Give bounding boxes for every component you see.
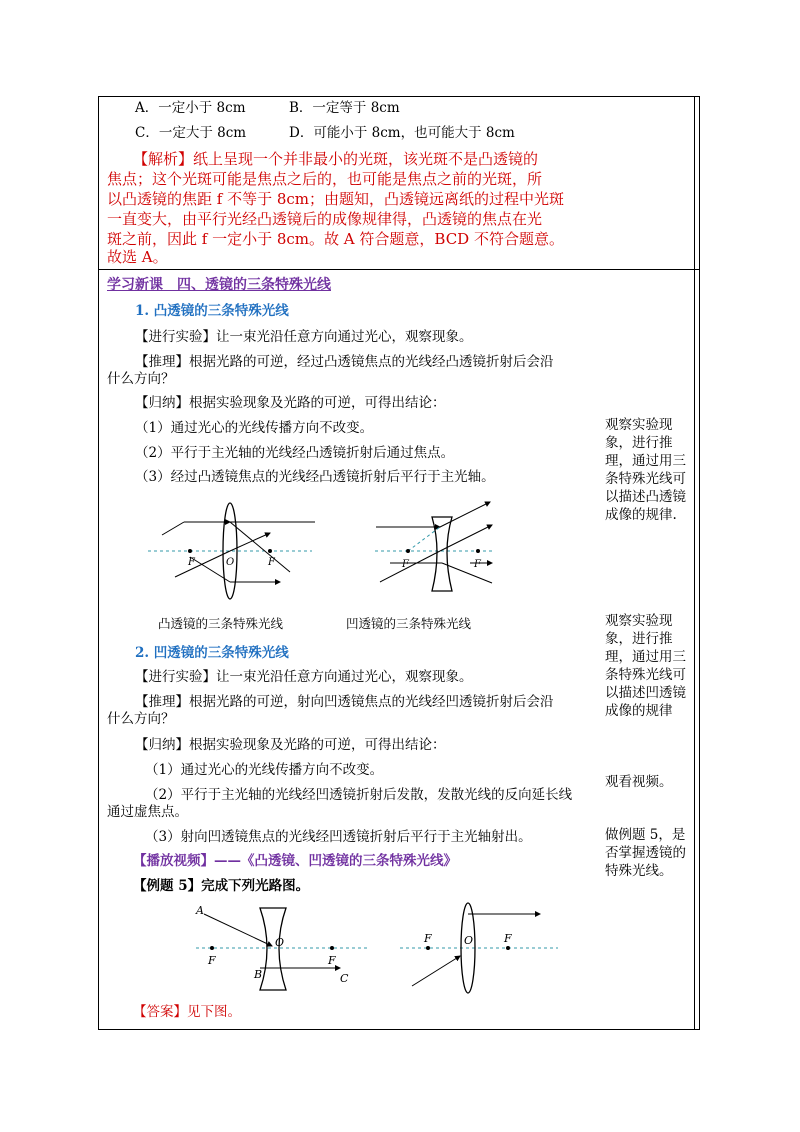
center-label: O <box>226 557 235 568</box>
example-concave-diagram <box>195 904 370 990</box>
convex-summary: 【归纳】根据实验现象及光路的可逆，可得出结论： <box>135 395 446 411</box>
column-divider <box>694 97 695 1029</box>
right-note-3: 观看视频。 <box>605 774 673 790</box>
analysis-line: 焦点；这个光斑可能是焦点之后的，也可能是焦点之前的光斑，所 <box>107 170 543 188</box>
example-convex-diagram <box>400 903 558 993</box>
concave-conclusion-2: （2）平行于主光轴的光线经凹透镜折射后发散，发散光线的反向延长线 <box>145 787 573 803</box>
convex-conclusion-1: （1）通过光心的光线传播方向不改变。 <box>135 420 374 436</box>
focus-label: F <box>268 557 275 568</box>
concave-heading: 2. 凹透镜的三条特殊光线 <box>135 645 289 661</box>
right-note-2: 观察实验现象，进行推理，通过用三条特殊光线可以描述凹透镜成像的规律 <box>605 613 686 719</box>
convex-lens-diagram <box>148 503 315 599</box>
point-label: A <box>196 904 204 917</box>
analysis-line: 一直变大，由平行光经凸透镜后的成像规律得，凸透镜的焦点在光 <box>107 210 543 228</box>
option-a: A．一定小于 8cm <box>135 100 246 116</box>
convex-caption: 凸透镜的三条特殊光线 <box>158 616 284 631</box>
concave-experiment: 【进行实验】让一束光沿任意方向通过光心，观察现象。 <box>135 669 473 685</box>
concave-caption: 凹透镜的三条特殊光线 <box>346 616 472 631</box>
special-rays-figure <box>140 497 520 607</box>
concave-conclusion-2: 通过虚焦点。 <box>107 804 188 820</box>
right-note-1: 观察实验现象，进行推理，通过用三条特殊光线可以描述凸透镜成像的规律. <box>605 417 686 523</box>
focus-label: F <box>188 557 195 568</box>
option-b: B．一定等于 8cm <box>289 100 400 116</box>
focus-label: F <box>402 559 409 570</box>
analysis-line: 斑之前，因此 f 一定小于 8cm。故 A 符合题意，BCD 不符合题意。 <box>107 230 564 248</box>
convex-conclusion-3: （3）经过凸透镜焦点的光线经凸透镜折射后平行于主光轴。 <box>135 469 495 485</box>
analysis-line: 【解析】纸上呈现一个并非最小的光斑，该光斑不是凸透镜的 <box>133 150 539 168</box>
concave-conclusion-3: （3）射向凹透镜焦点的光线经凹透镜折射后平行于主光轴射出。 <box>145 829 532 845</box>
center-label: O <box>275 936 285 949</box>
example-figure <box>190 898 560 998</box>
focus-label: F <box>504 932 512 945</box>
point-label: B <box>254 968 263 981</box>
answer-line: 【答案】见下图。 <box>133 1004 241 1020</box>
concave-reasoning: 什么方向？ <box>107 711 175 727</box>
convex-conclusion-2: （2）平行于主光轴的光线经凸透镜折射后通过焦点。 <box>135 445 455 461</box>
right-note-4: 做例题 5，是否掌握透镜的特殊光线。 <box>605 827 686 879</box>
concave-conclusion-1: （1）通过光心的光线传播方向不改变。 <box>145 762 384 778</box>
option-d: D．可能小于 8cm，也可能大于 8cm <box>289 125 515 141</box>
focus-label: F <box>424 932 432 945</box>
example-title: 【例题 5】完成下列光路图。 <box>133 878 310 894</box>
video-line[interactable]: 【播放视频】——《凸透镜、凹透镜的三条特殊光线》 <box>133 853 457 869</box>
convex-reasoning: 什么方向？ <box>107 371 175 387</box>
convex-heading: 1. 凸透镜的三条特殊光线 <box>135 303 289 319</box>
concave-reasoning: 【推理】根据光路的可逆，射向凹透镜焦点的光线经凹透镜折射后会沿 <box>135 694 554 710</box>
focus-label: F <box>208 954 216 967</box>
concave-summary: 【归纳】根据实验现象及光路的可逆，可得出结论： <box>135 737 446 753</box>
convex-reasoning: 【推理】根据光路的可逆，经过凸透镜焦点的光线经凸透镜折射后会沿 <box>135 354 554 370</box>
point-label: C <box>340 972 349 985</box>
row-divider <box>99 269 699 270</box>
convex-experiment: 【进行实验】让一束光沿任意方向通过光心，观察现象。 <box>135 329 473 345</box>
focus-label: F <box>328 954 336 967</box>
option-c: C．一定大于 8cm <box>135 125 247 141</box>
focus-label: F <box>474 559 481 570</box>
section-title: 学习新课 四、透镜的三条特殊光线 <box>107 277 331 293</box>
center-label: O <box>464 934 474 947</box>
analysis-line: 故选 A。 <box>107 248 168 266</box>
concave-lens-diagram <box>375 502 492 591</box>
analysis-line: 以凸透镜的焦距 f 不等于 8cm；由题知，凸透镜远离纸的过程中光斑 <box>107 190 565 208</box>
